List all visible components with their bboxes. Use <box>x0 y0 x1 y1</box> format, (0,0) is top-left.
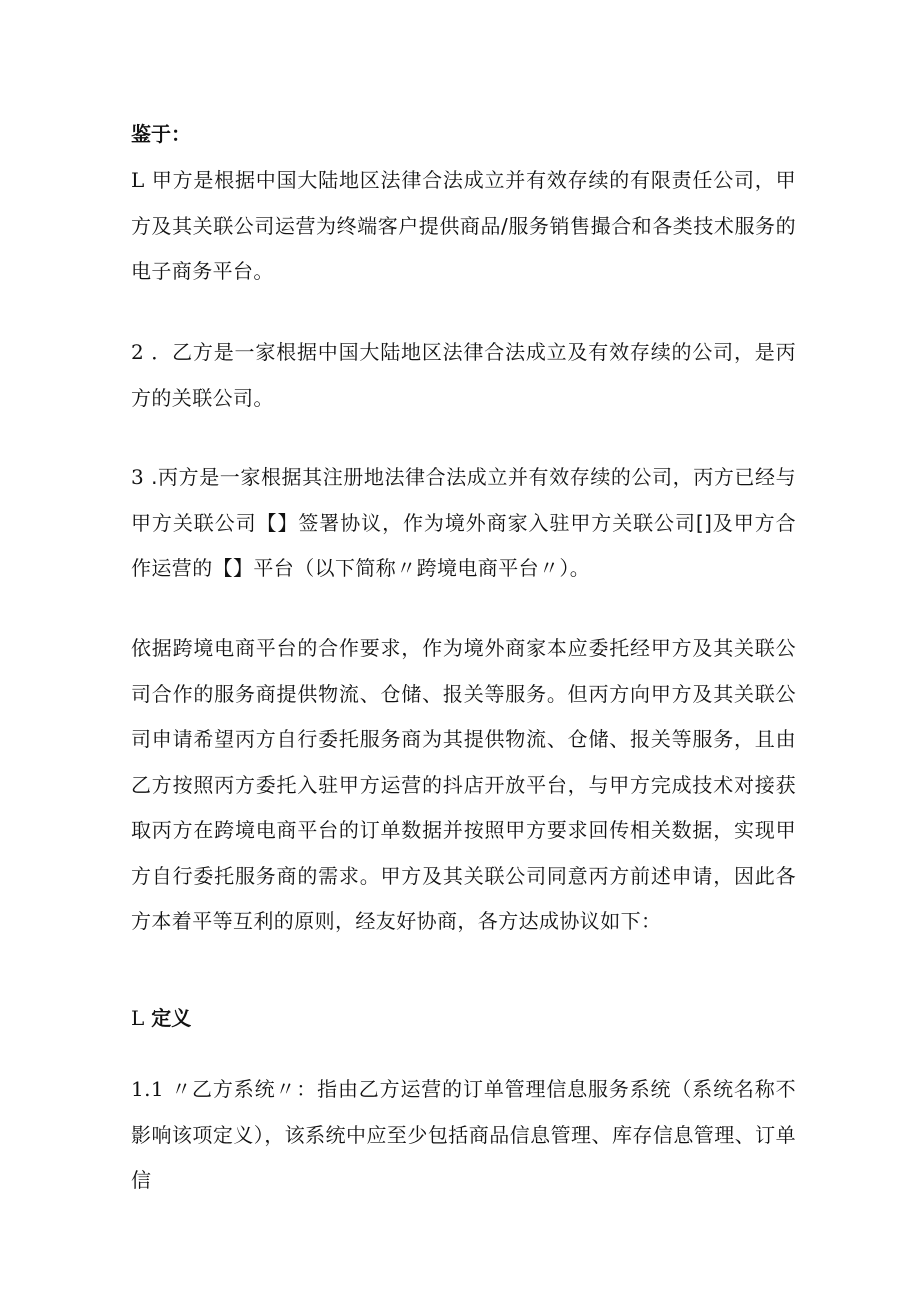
clause-number: 3 <box>131 465 145 489</box>
clause-text: .丙方是一家根据其注册地法律合法成立并有效存续的公司，丙方已经与甲方关联公司【】签署协议，作为境外商家入驻甲方关联公司[]及甲方合作运营的【】平台（以下简称〃跨境电商平台〃）。 <box>131 465 796 580</box>
clause-number: 2 <box>131 340 145 364</box>
whereas-heading: 鉴于： <box>131 122 191 146</box>
definition-number: 1.1 <box>131 1077 165 1101</box>
clause-text: ．乙方是一家根据中国大陆地区法律合法成立及有效存续的公司，是丙方的关联公司。 <box>131 340 796 410</box>
definition-text: 〃乙方系统〃：指由乙方运营的订单管理信息服务系统（系统名称不影响该项定义），该系统中应至少包括商品信息管理、库存信息管理、订单信 <box>131 1077 796 1192</box>
clause-number: L <box>131 168 145 192</box>
basis-paragraph: 依据跨境电商平台的合作要求，作为境外商家本应委托经甲方及其关联公司合作的服务商提供物流、仓储、报关等服务。但丙方向甲方及其关联公司申请希望丙方自行委托服务商为其提供物流、仓储、报关等服务，且由乙方按照丙方委托入驻甲方运营的抖店开放平台，与甲方完成技术对接获取丙方在跨境电商平台的订单数据并按照甲方要求回传相关数据，实现甲方自行委托服务商的需求。甲方及其关联公司同意丙方前述申请，因此各方本着平等互利的原则，经友好协商，各方达成协议如下： <box>131 636 796 933</box>
whereas-clause-1 <box>131 158 796 295</box>
clause-text: 甲方是根据中国大陆地区法律合法成立并有效存续的有限责任公司，甲方及其关联公司运营为终端客户提供商品/服务销售撮合和各类技术服务的电子商务平台。 <box>131 168 796 283</box>
definitions-heading <box>131 996 191 1042</box>
definition-1-1 <box>131 1067 796 1204</box>
section-title: 定义 <box>151 1006 192 1030</box>
section-number: L <box>131 1006 145 1030</box>
whereas-clause-3 <box>131 455 796 592</box>
whereas-clause-2 <box>131 330 796 421</box>
